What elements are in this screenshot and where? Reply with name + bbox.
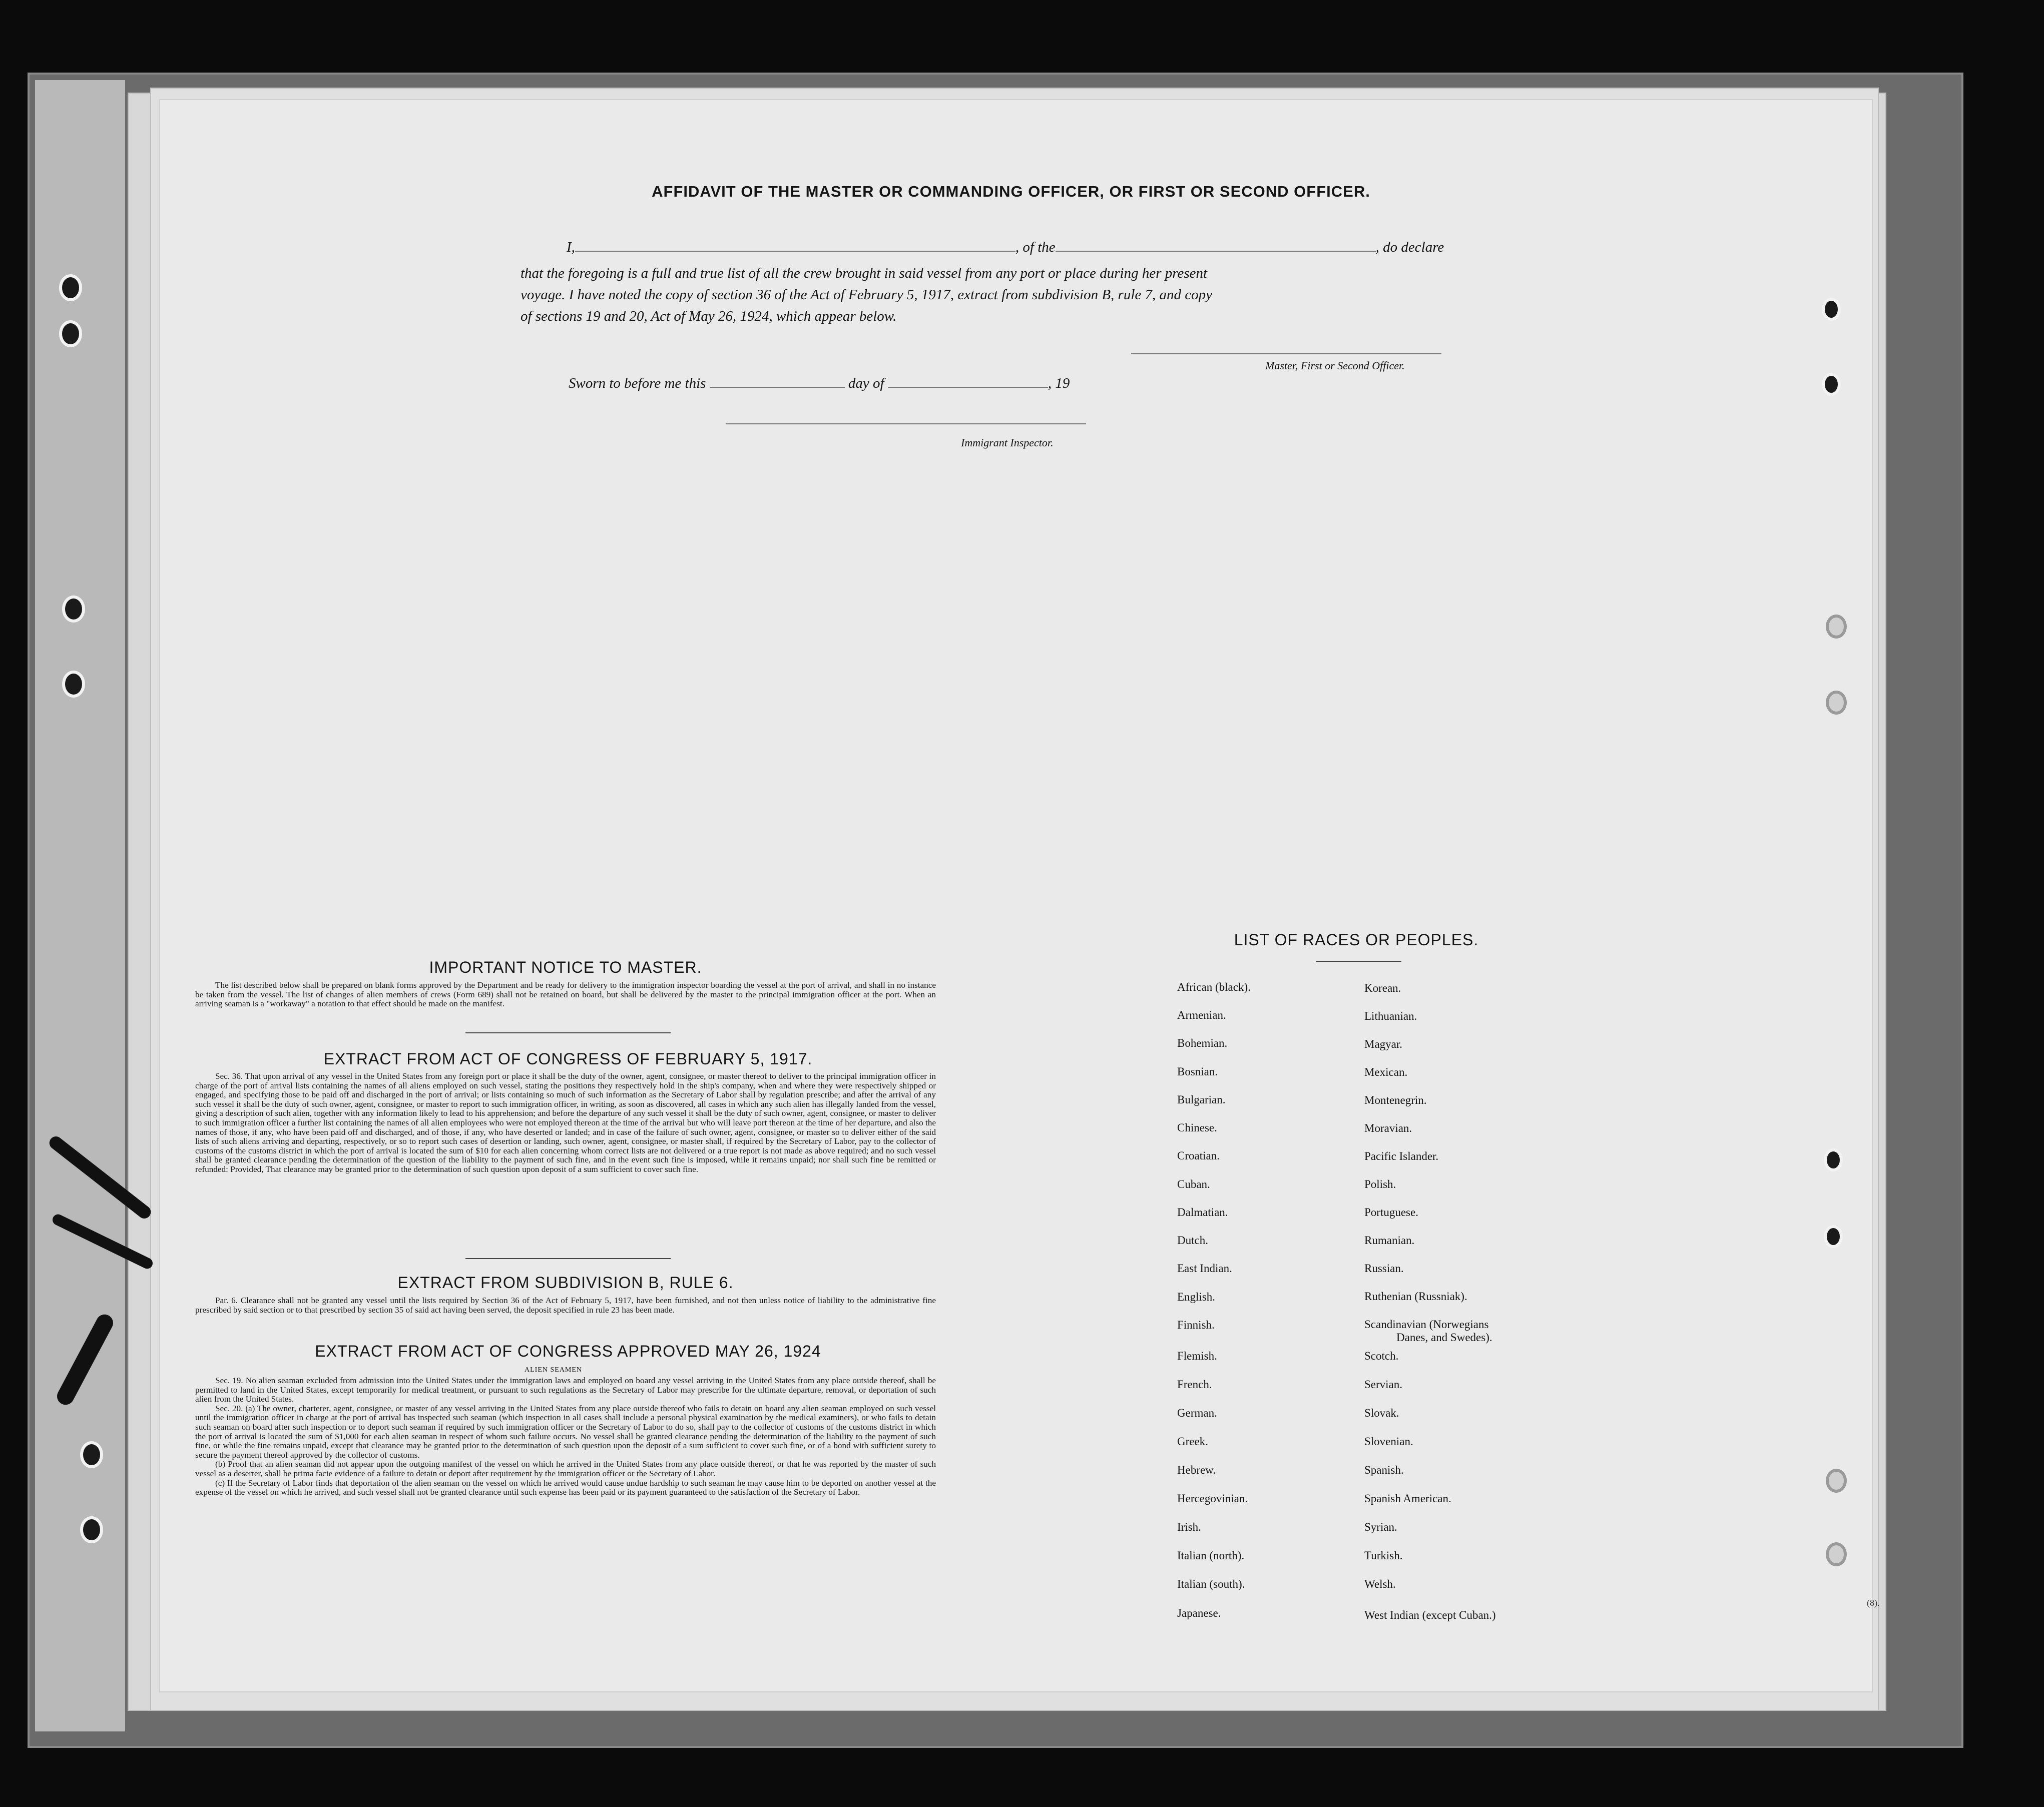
race-item: Croatian. [1177, 1149, 1220, 1162]
race-item: Moravian. [1364, 1122, 1412, 1134]
master-signature-line[interactable] [1131, 353, 1441, 354]
notice-heading: IMPORTANT NOTICE TO MASTER. [429, 958, 702, 976]
race-item: Ruthenian (Russniak). [1364, 1290, 1467, 1303]
extract-rule6-text: Par. 6. Clearance shall not be granted any vessel until the lists required by Section 36 of the Act of February 5, 1917, have been furnished, and not then unless notice of liability to the administrative fine prescribed by said section or to that prescribed by section 35 of said act having been served, the deposit specified in rule 23 has been made. [195, 1296, 936, 1315]
extract-1917-heading: EXTRACT FROM ACT OF CONGRESS OF FEBRUARY 5, 1917. [323, 1050, 813, 1068]
inspector-signature-line[interactable] [726, 423, 1086, 424]
race-item: Spanish. [1364, 1464, 1404, 1476]
sec-20b-text: (b) Proof that an alien seaman did not appear upon the outgoing manifest of the vessel on which he arrived in the United States from any place outside thereof, or that he was reported by the master of such vessel as a deserter, shall be prima facie evidence of a failure to detain or deport after requirement by the immigration officer or the Secretary of Labor. [195, 1459, 936, 1478]
race-item: Bulgarian. [1177, 1093, 1226, 1106]
page-hole [1822, 298, 1841, 321]
page-hole [1826, 691, 1847, 715]
affidavit-title: AFFIDAVIT OF THE MASTER OR COMMANDING OFFICER, OR FIRST OR SECOND OFFICER. [652, 183, 1370, 200]
alien-seamen-subheading: ALIEN SEAMEN [525, 1366, 583, 1374]
race-item: Syrian. [1364, 1521, 1397, 1533]
race-item: Danes, and Swedes). [1396, 1331, 1492, 1344]
race-item: Armenian. [1177, 1009, 1226, 1021]
race-item: Mexican. [1364, 1066, 1408, 1078]
binder-hole [80, 1516, 103, 1543]
race-item: Hebrew. [1177, 1464, 1216, 1476]
race-item: Slovak. [1364, 1407, 1399, 1419]
name-blank[interactable] [575, 251, 1015, 252]
race-item: Bosnian. [1177, 1065, 1218, 1078]
race-item: Bohemian. [1177, 1037, 1228, 1049]
race-item: English. [1177, 1291, 1216, 1303]
extract-1917-text: Sec. 36. That upon arrival of any vessel in the United States from any foreign port or place it shall be the duty of the owner, agent, consignee, or master thereof to deliver to the principal immigration officer in charge of the port of arrival lists containing the names of all aliens employed on such vessel, stating the positions they respectively hold in the ship's company, when and where they were respectively shipped or engaged, and specifying those to be paid off and discharged in the port of arrival; or lists containing so much of such information as the Secretary of Labor shall by regulation prescribe; and after the arrival of any such vessel it shall be the duty of such owner, agent, consignee, or master to report to such immigration officer, in writing, as soon as discovered, all cases in which any such alien has illegally landed from the vessel, giving a description of such alien, together with any information likely to lead to his apprehension; and before the departure of any such vessel it shall be the duty of such owner, agent, consignee, or master to deliver to such immigration officer a further list containing the names of all alien employees who were not employed thereon at the time of the arrival but who will leave port thereon at the time of her departure, and also the names of those, if any, who have been paid off and discharged, and of those, if any, who have deserted or landed; and in case of the failure of such owner, agent, consignee, or master so to deliver either of the said lists of such aliens arriving and departing, respectively, or so to report such cases of desertion or landing, such owner, agent, consignee, or master shall, if required by the Secretary of Labor, pay to the collector of customs of the customs district in which the port of arrival is located the sum of $10 for each alien concerning whom correct lists are not delivered or a true report is not made as above required; and no such vessel shall be granted clearance pending the determination of the question of the liability to the payment of such fine, and in the event such fine is imposed, while it remains unpaid; nor shall such fine be remitted or refunded: Provided, That clearance may be granted prior to the determination of such question upon deposit of a sum sufficient to cover such fine. [195, 1071, 936, 1174]
page-hole [1826, 1469, 1847, 1493]
races-rule [1316, 961, 1401, 962]
page-hole [1826, 615, 1847, 639]
race-item: Scotch. [1364, 1350, 1399, 1362]
inspector-caption: Immigrant Inspector. [961, 436, 1054, 449]
binder-hole [62, 671, 85, 698]
race-item: French. [1177, 1378, 1212, 1391]
race-item: Pacific Islander. [1364, 1150, 1439, 1162]
page-hole [1824, 1148, 1843, 1171]
affidavit-body-line-3: of sections 19 and 20, Act of May 26, 1924, which appear below. [521, 308, 897, 324]
race-item: Portuguese. [1364, 1206, 1418, 1219]
sec-19-text: Sec. 19. No alien seaman excluded from admission into the United States under the immigration laws and employed on board any vessel arriving in the United States from any place outside thereof, shall be permitted to land in the United States, except temporarily for medical treatment, or pursuant to such regulations as the Secretary of Labor may prescribe for the ultimate departure, removal, or deportation of such alien from the United States. [195, 1376, 936, 1404]
binder-hole [59, 274, 82, 301]
race-item: Turkish. [1364, 1549, 1403, 1562]
declare-end-label: , do declare [1375, 239, 1444, 255]
race-item: Japanese. [1177, 1607, 1221, 1619]
master-caption: Master, First or Second Officer. [1265, 359, 1405, 372]
vessel-blank[interactable] [1056, 251, 1376, 252]
race-item: African (black). [1177, 981, 1251, 993]
affidavit-body-line-2: voyage. I have noted the copy of section 36 of the Act of February 5, 1917, extract from subdivision B, rule 7, and copy [521, 287, 1213, 303]
race-item: East Indian. [1177, 1262, 1232, 1275]
race-item: Korean. [1364, 982, 1401, 994]
sworn-line [569, 375, 1070, 392]
notice-text: The list described below shall be prepared on blank forms approved by the Department and be ready for delivery to the immigration inspector boarding the vessel at the port of arrival, and shall in no instance be taken from the vessel. The list of changes of alien members of crews (Form 689) shall not be retained on board, but shall be delivered by the master to the principal immigration officer at the port. When an arriving seaman is a "workaway" a notation to that effect should be made on the manifest. [195, 980, 936, 1009]
margin-note: (8). [1867, 1598, 1880, 1608]
binder-hole [80, 1441, 103, 1468]
extract-1924-text [195, 1376, 936, 1497]
race-item: Polish. [1364, 1178, 1396, 1190]
race-item: Russian. [1364, 1262, 1404, 1275]
race-item: German. [1177, 1407, 1217, 1419]
race-item: Finnish. [1177, 1319, 1215, 1331]
binder-hole [62, 595, 85, 623]
race-item: Italian (north). [1177, 1549, 1245, 1562]
page-hole [1826, 1542, 1847, 1566]
sworn-label: Sworn to before me this [569, 375, 706, 391]
year-label: , 19 [1048, 375, 1070, 391]
affidavit-declaration-line [567, 239, 1444, 256]
page-hole [1822, 373, 1841, 396]
day-of-label: day of [848, 375, 884, 391]
sec-20c-text: (c) If the Secretary of Labor finds that deportation of the alien seaman on the vessel on which he arrived would cause undue hardship to such seaman he may cause him to be deported on another vessel at the expense of the vessel on which he arrived, and such vessel shall not be granted clearance until such expense has been paid or its payment guaranteed to the satisfaction of the Secretary of Labor. [195, 1478, 936, 1497]
race-item: Slovenian. [1364, 1435, 1413, 1448]
race-item: Montenegrin. [1364, 1094, 1427, 1106]
race-item: Lithuanian. [1364, 1010, 1417, 1022]
declare-i-label: I, [567, 239, 575, 255]
race-item: Dalmatian. [1177, 1206, 1228, 1219]
race-item: Welsh. [1364, 1578, 1396, 1590]
sworn-month-blank[interactable] [888, 387, 1048, 388]
extract-rule6-heading: EXTRACT FROM SUBDIVISION B, RULE 6. [397, 1274, 734, 1292]
race-item: Hercegovinian. [1177, 1492, 1248, 1505]
race-item: Scandinavian (Norwegians [1364, 1318, 1489, 1331]
race-item: Magyar. [1364, 1038, 1403, 1050]
race-item: Flemish. [1177, 1350, 1217, 1362]
race-item: Italian (south). [1177, 1578, 1245, 1590]
race-item: Dutch. [1177, 1234, 1208, 1247]
affidavit-body-line-1: that the foregoing is a full and true list of all the crew brought in said vessel from any port or place during her present [521, 265, 1208, 281]
race-item: Cuban. [1177, 1178, 1210, 1190]
extract-1924-heading: EXTRACT FROM ACT OF CONGRESS APPROVED MAY 26, 1924 [315, 1342, 821, 1360]
race-item: Chinese. [1177, 1121, 1217, 1134]
race-item: Rumanian. [1364, 1234, 1415, 1247]
race-item: Spanish American. [1364, 1492, 1451, 1505]
sworn-day-blank[interactable] [710, 387, 845, 388]
notice-rule [465, 1032, 671, 1033]
race-item: Greek. [1177, 1435, 1208, 1448]
declare-of-label: , of the [1015, 239, 1056, 255]
race-item: West Indian (except Cuban.) [1364, 1609, 1496, 1621]
race-item: Irish. [1177, 1521, 1201, 1533]
extract-1917-rule [465, 1258, 671, 1259]
race-item: Servian. [1364, 1378, 1403, 1391]
sec-20a-text: Sec. 20. (a) The owner, charterer, agent, consignee, or master of any vessel arriving in the United States from any place outside thereof who fails to detain on board any alien seaman employed on such vessel until the immigration officer in charge at the port of arrival has inspected such seaman (which inspection in all cases shall include a personal physical examination by the medical examiners), or who fails to detain such seaman on board after such inspection or to deport such seaman if required by such immigration officer or the Secretary of Labor to do so, shall pay to the collector of customs of the customs district in which the port of arrival is located the sum of $1,000 for each alien seaman in respect of whom such failure occurs. No vessel shall be granted clearance pending the determination of the liability to the payment of such fine, or while the fine remains unpaid, except that clearance may be granted prior to the determination of such question upon the deposit of a sum sufficient to cover such fine, or of a bond with sufficient surety to secure the payment thereof approved by the collector of customs. [195, 1403, 936, 1460]
binder-hole [59, 320, 82, 347]
page-hole [1824, 1225, 1843, 1248]
races-heading: LIST OF RACES OR PEOPLES. [1234, 931, 1479, 949]
